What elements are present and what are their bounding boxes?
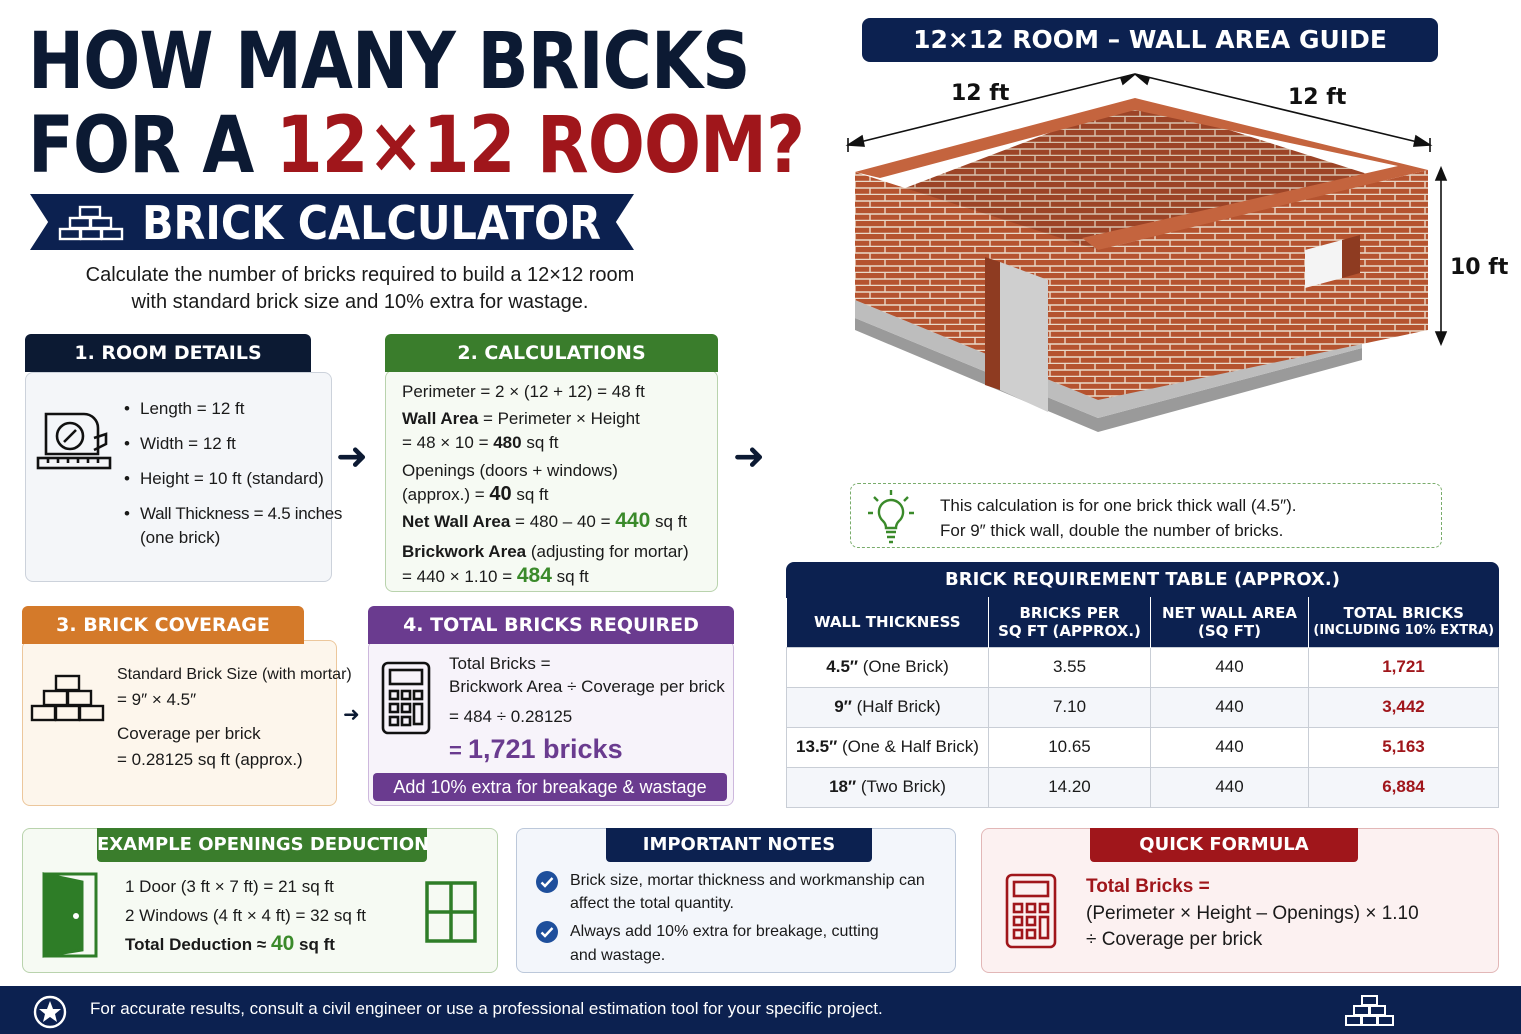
brick-room-illustration [830, 62, 1490, 482]
arrow-right-icon: ➜ [343, 704, 360, 726]
intro-line-1: Calculate the number of bricks required to build a 12×12 room [85, 264, 635, 286]
lightbulb-icon [866, 488, 916, 546]
banner-title: BRICK CALCULATOR [142, 196, 602, 250]
calc-perimeter: Perimeter = 2 × (12 + 12) = 48 ft [402, 382, 645, 401]
cell-total: 3,442 [1309, 687, 1499, 727]
formula-line-2: ÷ Coverage per brick [1086, 929, 1263, 950]
dimension-left-label: 12 ft [951, 81, 1010, 106]
table-row [787, 767, 1499, 807]
cell-thickness-value: 18″ [829, 777, 857, 796]
title-line-1: HOW MANY BRICKS [28, 17, 750, 107]
total-bricks-tab: 4. TOTAL BRICKS REQUIRED [368, 606, 734, 644]
opening-total [125, 933, 335, 956]
room-height: • Height = 10 ft (standard) [140, 468, 324, 490]
cell-area: 440 [1151, 647, 1309, 687]
dimension-right-label: 12 ft [1288, 85, 1347, 110]
title-highlight: 12×12 ROOM? [275, 101, 805, 191]
table-row [787, 727, 1499, 767]
calc-brickwork-result [402, 565, 589, 588]
calc-brickwork-unit: sq ft [551, 567, 589, 586]
opening-windows: 2 Windows (4 ft × 4 ft) = 32 sq ft [125, 906, 366, 925]
coverage-tab: 3. BRICK COVERAGE [22, 606, 304, 644]
coverage-brick-dimensions: = 9″ × 4.5″ [117, 690, 197, 709]
calculations-tab: 2. CALCULATIONS [385, 334, 718, 372]
coverage-per-brick-label: Coverage per brick [117, 724, 261, 743]
cell-thickness [787, 727, 989, 767]
opening-total-value: 40 [270, 932, 295, 955]
calc-brickwork-value: 484 [516, 564, 552, 587]
cell-total: 5,163 [1309, 727, 1499, 767]
total-formula: Brickwork Area ÷ Coverage per brick [449, 677, 725, 696]
cell-thickness-desc: (One Brick) [858, 657, 949, 676]
col-header-sub: SQ FT (APPROX.) [998, 621, 1141, 640]
col-header-sub: (SQ FT) [1198, 621, 1261, 640]
total-result-eq: = [449, 738, 468, 763]
brick-stack-icon [58, 204, 124, 242]
dimension-height-label: 10 ft [1450, 255, 1509, 280]
coverage-per-brick-value: = 0.28125 sq ft (approx.) [117, 750, 303, 769]
cell-per-sqft: 3.55 [989, 647, 1151, 687]
cell-thickness-desc: (Half Brick) [851, 697, 941, 716]
calculator-icon [1004, 872, 1058, 950]
tape-measure-icon [36, 408, 112, 474]
opening-total-unit: sq ft [294, 935, 335, 954]
room-width: • Width = 12 ft [140, 433, 236, 455]
brick-table-title: BRICK REQUIREMENT TABLE (APPROX.) [786, 562, 1499, 598]
cell-thickness [787, 767, 989, 807]
intro-text [40, 262, 680, 316]
calc-brickwork-label: Brickwork Area [402, 542, 527, 561]
total-result [449, 734, 623, 768]
cell-per-sqft: 14.20 [989, 767, 1151, 807]
wall-thickness-note: (one brick) [140, 528, 221, 547]
cell-thickness-value: 9″ [834, 697, 852, 716]
cell-thickness [787, 687, 989, 727]
title-line-2 [28, 101, 805, 191]
cell-thickness-value: 4.5″ [826, 657, 859, 676]
calc-openings-eq: (approx.) = [402, 485, 490, 504]
formula-line-1: (Perimeter × Height – Openings) × 1.10 [1086, 903, 1419, 924]
cell-total: 6,884 [1309, 767, 1499, 807]
footer-disclaimer: For accurate results, consult a civil engineer or use a professional estimation tool for your specific project. [90, 999, 883, 1018]
note-2-line-2: and wastage. [570, 947, 666, 964]
formula-label: Total Bricks = [1086, 876, 1210, 897]
calc-brickwork-eq: = 440 × 1.10 = [402, 567, 517, 586]
calc-wall-area [402, 408, 640, 430]
calculator-icon [380, 660, 432, 736]
total-result-value: 1,721 bricks [467, 734, 623, 764]
table-row [787, 647, 1499, 687]
calc-wall-area-unit: sq ft [521, 433, 559, 452]
arrow-right-icon: ➜ [733, 436, 765, 478]
brick-stack-icon [30, 670, 106, 724]
total-formula-values: = 484 ÷ 0.28125 [449, 707, 573, 726]
calc-brickwork-note: (adjusting for mortar) [526, 542, 689, 561]
calc-wall-area-result [402, 432, 558, 454]
col-header-text: WALL THICKNESS [813, 612, 961, 631]
cell-per-sqft: 7.10 [989, 687, 1151, 727]
openings-tab: EXAMPLE OPENINGS DEDUCTION [97, 828, 427, 862]
notes-tab: IMPORTANT NOTES [606, 828, 872, 862]
room-length: • Length = 12 ft [140, 398, 244, 420]
calc-wall-area-formula: = Perimeter × Height [478, 409, 640, 428]
col-header-text: NET WALL AREA [1161, 603, 1298, 622]
cell-area: 440 [1151, 687, 1309, 727]
col-wall-thickness [787, 597, 989, 647]
check-circle-icon [535, 870, 559, 894]
col-header-text: TOTAL BRICKS [1343, 603, 1464, 622]
tip-line-2: For 9″ thick wall, double the number of bricks. [940, 521, 1284, 540]
note-2-line-1: Always add 10% extra for breakage, cutting [570, 923, 879, 940]
note-1-line-1: Brick size, mortar thickness and workmanship can [570, 872, 925, 889]
calc-wall-area-eq: = 48 × 10 = [402, 433, 494, 452]
col-net-wall-area [1151, 597, 1309, 647]
calc-wall-area-value: 480 [493, 433, 522, 452]
calc-wall-area-label: Wall Area [402, 409, 479, 428]
calc-net-value: 440 [615, 509, 651, 532]
opening-total-label: Total Deduction ≈ [125, 935, 271, 954]
cell-thickness-value: 13.5″ [796, 737, 838, 756]
col-total-bricks [1309, 597, 1499, 647]
col-header-sub: (INCLUDING 10% EXTRA) [1313, 622, 1495, 638]
cell-area: 440 [1151, 767, 1309, 807]
wall-area-guide-title: 12×12 ROOM – WALL AREA GUIDE [862, 18, 1438, 62]
title-prefix: FOR A [28, 101, 276, 191]
star-badge-icon [32, 994, 68, 1030]
calc-net-unit: sq ft [650, 512, 688, 531]
window-icon [424, 880, 478, 944]
coverage-brick-size: Standard Brick Size (with mortar) [117, 666, 352, 683]
calc-brickwork [402, 541, 689, 563]
table-row [787, 687, 1499, 727]
calc-openings: Openings (doors + windows) [402, 461, 618, 480]
opening-door: 1 Door (3 ft × 7 ft) = 21 sq ft [125, 877, 334, 896]
formula-tab: QUICK FORMULA [1090, 828, 1358, 862]
door-icon [38, 870, 102, 960]
check-circle-icon [535, 920, 559, 944]
table-header-row [787, 597, 1499, 647]
calc-net-eq: = 480 – 40 = [510, 512, 616, 531]
col-bricks-per-sqft [989, 597, 1151, 647]
calc-net-label: Net Wall Area [402, 512, 511, 531]
cell-total: 1,721 [1309, 647, 1499, 687]
cell-area: 440 [1151, 727, 1309, 767]
cell-thickness-desc: (One & Half Brick) [837, 737, 979, 756]
calc-openings-value: 40 [489, 483, 512, 505]
calc-net-area [402, 510, 687, 533]
brick-requirement-table [786, 597, 1499, 808]
cell-per-sqft: 10.65 [989, 727, 1151, 767]
tip-line-1: This calculation is for one brick thick wall (4.5″). [940, 496, 1297, 515]
total-label: Total Bricks = [449, 654, 551, 673]
cell-thickness [787, 647, 989, 687]
calc-openings-unit: sq ft [511, 485, 549, 504]
col-header-text: BRICKS PER [1019, 603, 1120, 622]
intro-line-2: with standard brick size and 10% extra for wastage. [131, 291, 589, 313]
wall-thickness: • Wall Thickness = 4.5 inches [140, 503, 342, 525]
wastage-note: Add 10% extra for breakage & wastage [373, 773, 727, 801]
note-1-line-2: affect the total quantity. [570, 895, 734, 912]
arrow-right-icon: ➜ [336, 436, 368, 478]
cell-thickness-desc: (Two Brick) [856, 777, 946, 796]
calc-openings-result [402, 483, 549, 506]
room-details-tab: 1. ROOM DETAILS [25, 334, 311, 372]
brick-stack-icon [1344, 994, 1396, 1028]
